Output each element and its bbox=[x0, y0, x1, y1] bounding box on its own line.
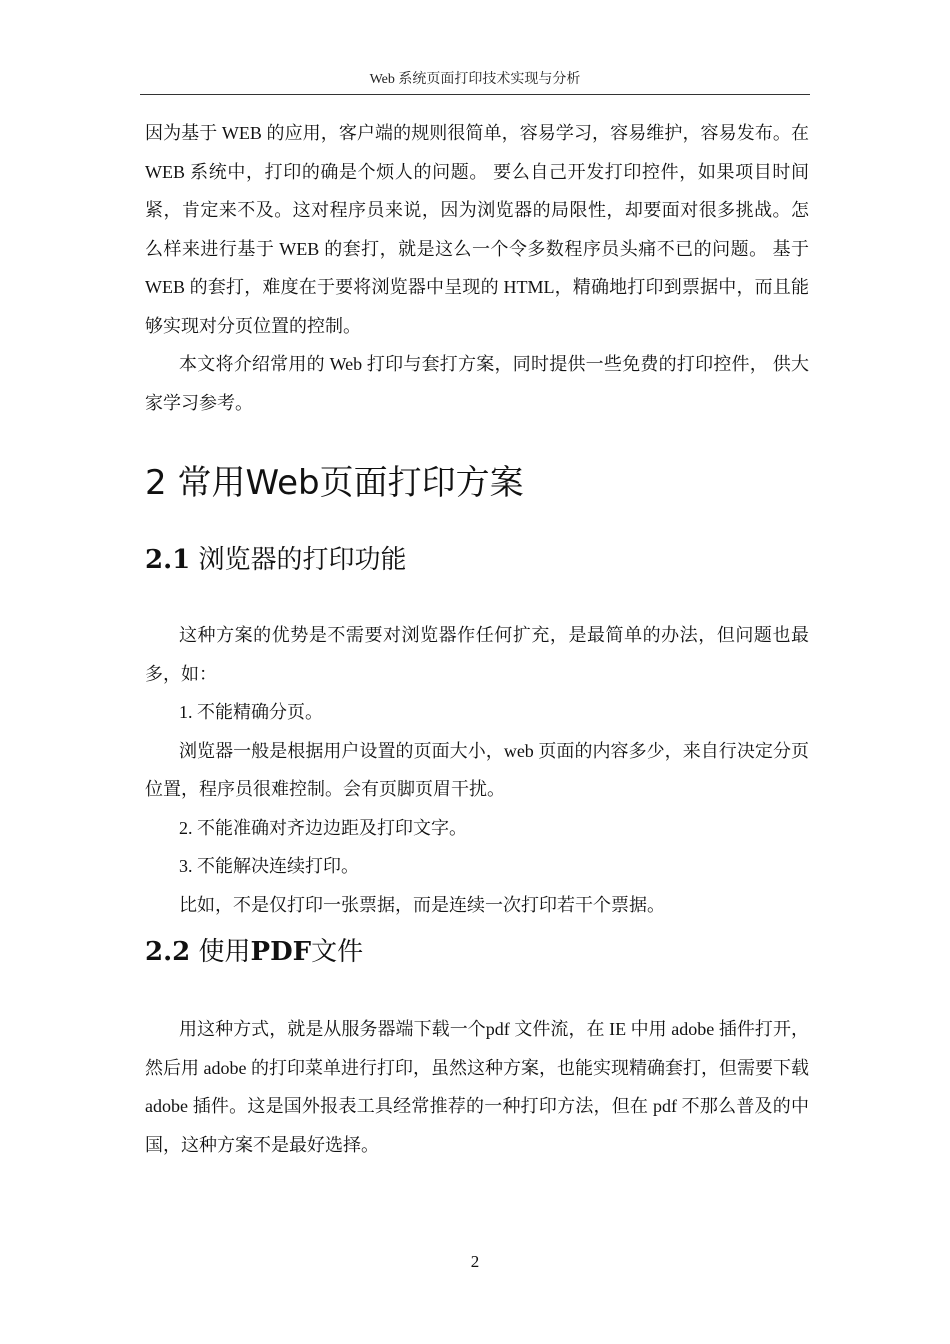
intro-paragraph-1: 因为基于 WEB 的应用，客户端的规则很简单，容易学习，容易维护，容易发布。在 WEB 系统中，打印的确是个烦人的问题。 要么自己开发打印控件，如果项目时间紧，肯定来不及。这对程序员来说，因为浏览器的局限性，却要面对很多挑战。怎么样来进行基于 WEB 的套打，就是这么一个令多数程序员头痛不已的问题。 基于 WEB 的套打，难度在于要将浏览器中呈现的 HTML，精确地打印到票据中，而且能够实现对分页位置的控制。 bbox=[145, 123, 809, 336]
list-item-1: 1. 不能精确分页。 bbox=[179, 702, 323, 722]
list-item-2: 2. 不能准确对齐边边距及打印文字。 bbox=[179, 817, 467, 838]
section-2-1-paragraph: 这种方案的优势是不需要对浏览器作任何扩充，是最简单的办法，但问题也最多，如： bbox=[145, 625, 809, 684]
subsection-title-suffix: 文件 bbox=[311, 937, 364, 967]
section-heading-2: 2 常用Web页面打印方案 bbox=[145, 463, 524, 503]
section-2-2-paragraph: 用这种方式，就是从服务器端下载一个pdf 文件流，在 IE 中用 adobe 插件打开，然后用 adobe 的打印菜单进行打印，虽然这种方案，也能实现精确套打，但需要下载 adobe 插件。这是国外报表工具经常推荐的一种打印方法，但在 pdf 不那么普及的中国，这种方案不是最好选择。 bbox=[145, 1019, 809, 1155]
running-header: Web 系统页面打印技术实现与分析 bbox=[369, 72, 581, 87]
subsection-title-prefix: 使用 bbox=[198, 937, 251, 967]
subsection-heading-2-1 bbox=[145, 538, 809, 582]
list-item-3-description: 比如，不是仅打印一张票据，而是连续一次打印若干个票据。 bbox=[179, 894, 665, 915]
subsection-number: 2.2 bbox=[145, 937, 191, 967]
list-item-1-description: 浏览器一般是根据用户设置的页面大小，web 页面的内容多少，来自行决定分页位置，程序员很难控制。会有页脚页眉干扰。 bbox=[145, 740, 809, 799]
intro-paragraph-2: 本文将介绍常用的 Web 打印与套打方案，同时提供一些免费的打印控件， 供大家学习参考。 bbox=[145, 354, 809, 413]
subsection-heading-2-2 bbox=[145, 930, 809, 974]
list-item-3: 3. 不能解决连续打印。 bbox=[179, 856, 359, 876]
document-body bbox=[145, 114, 809, 1164]
page-number: 2 bbox=[470, 1252, 480, 1271]
subsection-title-bold: PDF bbox=[250, 937, 312, 967]
header-divider bbox=[140, 94, 810, 95]
subsection-number: 2.1 bbox=[145, 545, 191, 575]
subsection-title: 浏览器的打印功能 bbox=[198, 545, 407, 575]
